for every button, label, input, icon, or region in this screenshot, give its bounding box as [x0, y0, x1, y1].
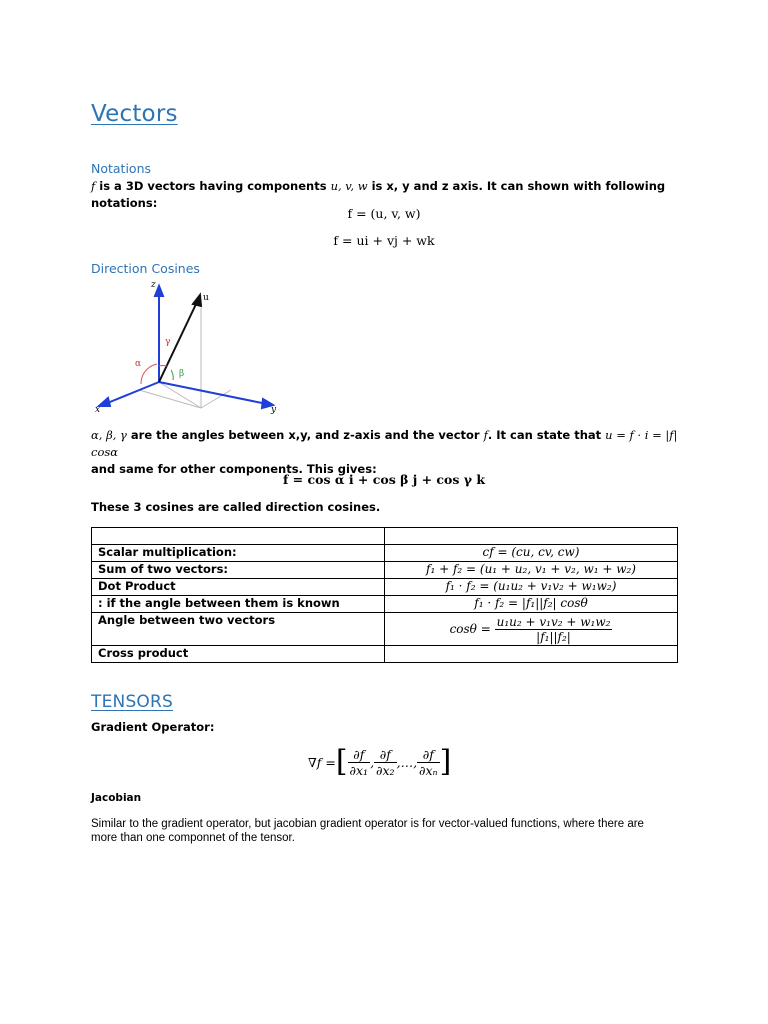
equation-direction-cosines: f = cos α i + cos β j + cos γ k [282, 472, 486, 487]
vector-operations-table [91, 527, 678, 663]
table-row [92, 596, 678, 613]
gradient-term-n-num: ∂f [417, 747, 440, 763]
table-cell-formula [385, 528, 678, 545]
angles-text: are the angles between x,y, and z-axis and the vector [126, 428, 484, 442]
table-cell-label: Angle between two vectors [92, 613, 385, 646]
page-title: Vectors [91, 101, 178, 127]
table-cell-formula: f₁ · f₂ = (u₁u₂ + v₁v₂ + w₁w₂) [385, 579, 678, 596]
jacobian-paragraph: Similar to the gradient operator, but jacobian gradient operator is for vector-valued functions, where there are more than one componnet of the tensor. [91, 818, 644, 844]
angles-line2: and same for other components. This gives: [91, 462, 377, 476]
angle-formula-numerator: u₁u₂ + v₁v₂ + w₁w₂ [496, 614, 611, 629]
angles-text2: . It can state that [487, 428, 606, 442]
figure-axis-x-label: x [95, 405, 101, 415]
notations-vars: u, v, w [330, 179, 368, 193]
gradient-bracket-right: ] [439, 744, 452, 779]
table-row [92, 613, 678, 646]
direction-cosines-paragraph [91, 427, 691, 478]
gradient-ellipsis: … [400, 754, 414, 770]
notations-tail: is x, y and z axis. It can shown with following notations: [91, 179, 666, 210]
gradient-term-1 [348, 747, 371, 778]
figure-alpha-label: α [135, 359, 142, 369]
table-cell-label: Dot Product [92, 579, 385, 596]
angle-formula-lhs: cosθ = [449, 621, 491, 636]
table-cell-formula: f₁ + f₂ = (u₁ + u₂, v₁ + v₂, w₁ + w₂) [385, 562, 678, 579]
equation-f-components: f = ui + vj + wk [333, 233, 435, 248]
table-row [92, 528, 678, 545]
table-row [92, 562, 678, 579]
angles-equation: u = f · i = |f| cosα [91, 428, 678, 459]
gradient-equation: ∇f = [ $\frac{\partial f}{\text{∂x₁}}$ , $\frac{\partial f}{\text{∂x₂}}$ , … , $\frac{\partial f}{\text{∂xₙ}}$ ] [308, 744, 452, 779]
table-cell-label: : if the angle between them is known [92, 596, 385, 613]
notations-heading: Notations [91, 161, 152, 176]
table-cell-label: Scalar multiplication: [92, 545, 385, 562]
direction-cosines-figure [91, 278, 291, 418]
tensors-heading: TENSORS [91, 692, 174, 712]
gradient-term-2-num: ∂f [374, 747, 397, 763]
gradient-term-n-den: ∂xₙ [419, 762, 438, 778]
gradient-term-2 [374, 747, 397, 778]
angles-vars: α, β, γ [91, 428, 127, 442]
figure-axis-y-label: y [271, 405, 277, 415]
angles-var-f: f [483, 428, 488, 442]
direction-cosines-heading: Direction Cosines [91, 261, 200, 276]
table-row [92, 646, 678, 663]
jacobian-heading: Jacobian [91, 792, 142, 804]
direction-cosines-closing: These 3 cosines are called direction cosines. [91, 500, 381, 514]
gradient-term-1-den: ∂x₁ [349, 762, 369, 778]
angle-formula-fraction [495, 615, 613, 644]
table-cell-formula: f₁ · f₂ = |f₁||f₂| cosθ [385, 596, 678, 613]
figure-axis-z-label: z [151, 280, 156, 290]
notations-text: is a 3D vectors having components [95, 179, 331, 193]
table-cell-label: Sum of two vectors: [92, 562, 385, 579]
figure-vector-label: u [203, 293, 209, 303]
table-cell-formula: cf = (cu, cv, cw) [385, 545, 678, 562]
table-row [92, 545, 678, 562]
figure-beta-label: β [179, 369, 185, 379]
gradient-operator-label: Gradient Operator: [91, 720, 215, 734]
gradient-term-1-num: ∂f [348, 747, 371, 763]
gradient-bracket-left: [ [335, 744, 348, 779]
figure-gamma-label: γ [165, 337, 171, 347]
gradient-lhs: ∇f = [308, 754, 336, 770]
table-cell-label: Cross product [92, 646, 385, 663]
table-cell-formula [385, 613, 678, 646]
gradient-term-2-den: ∂x₂ [376, 762, 395, 778]
table-cell-formula [385, 646, 678, 663]
table-cell-label [92, 528, 385, 545]
angle-formula-denominator: |f₁||f₂| [536, 629, 571, 644]
gradient-term-n [417, 747, 440, 778]
notations-var: f [91, 179, 96, 193]
equation-f-tuple: f = (u, v, w) [347, 206, 421, 221]
table-row [92, 579, 678, 596]
